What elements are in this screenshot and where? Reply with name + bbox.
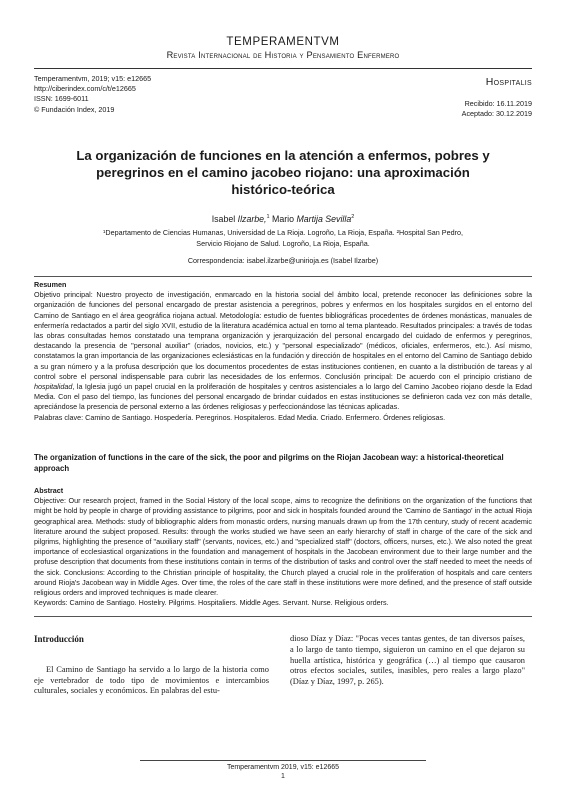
correspondence[interactable]: Correspondencia: isabel.ilzarbe@unirioja.es (Isabel Ilzarbe) <box>187 256 379 265</box>
abstract-heading: Abstract <box>34 486 64 495</box>
author1-last: Ilzarbe, <box>237 214 267 224</box>
resumen-body-italic: hospitalidad <box>34 382 73 392</box>
journal-header <box>0 36 566 60</box>
citation-line: Temperamentvm, 2019; v15: e12665 <box>34 74 152 83</box>
abstract-block <box>34 486 532 608</box>
intro-right-column <box>290 634 525 688</box>
page-footer <box>0 764 566 780</box>
authors-line <box>34 214 532 224</box>
article-url[interactable]: http://ciberindex.com/c/t/e12665 <box>34 84 136 94</box>
section-meta <box>462 74 532 119</box>
received-date: Recibido: 16.11.2019 <box>464 99 532 108</box>
resumen-body-part2: , la Iglesia jugó un papel crucial en la proliferación de hospitales y centros asistenciales a lo largo del Camino Jacobeo riojano desde la Edad Media. Con el paso del tiempo, las funciones del personal encargado de brindar cuidados en estas instituciones se definieron cada vez con más detalle, apreciándose la presencia de personal externo a las órdenes religiosas y perfeccionándose las técnicas aplicadas. <box>34 382 532 412</box>
page-number: 1 <box>281 773 285 780</box>
abstract-keywords: Keywords: Camino de Santiago. Hostelry. Pilgrims. Hospitaliers. Middle Ages. Servant. Nurse. Religious orders. <box>34 598 389 608</box>
header-rule <box>34 68 532 69</box>
intro-right-text: dioso Díaz y Díaz: "Pocas veces tantas gentes, de tan diversos países, a lo largo de tanto tiempo, siguieron un camino en el que dejaron su huella artística, histórica y geográfica (…) al tiempo que causaron otros efectos sociales, sutiles, inasibles, pero reales a largo plazo" (Díaz y Díaz, 1997, p. 265). <box>290 634 525 687</box>
footer-rule <box>140 760 426 761</box>
resumen-block <box>34 280 532 423</box>
article-meta <box>34 74 151 115</box>
intro-heading: Introducción <box>34 634 84 644</box>
resumen-heading: Resumen <box>34 280 67 289</box>
abstract-rule-top <box>34 276 532 277</box>
journal-name: TEMPERAMENTVM <box>226 36 340 48</box>
issn: ISSN: 1699-6011 <box>34 94 89 104</box>
accepted-date: Aceptado: 30.12.2019 <box>461 109 532 118</box>
author1-sup: 1 <box>266 214 270 221</box>
author2-first: Mario <box>269 214 297 224</box>
copyright: © Fundación Index, 2019 <box>34 104 115 114</box>
affiliations: ¹Departamento de Ciencias Humanas, Universidad de La Rioja. Logroño, La Rioja, España. ²Hospital San Pedro, Servicio Riojano de Salud. Logroño, La Rioja, España. <box>103 228 463 248</box>
intro-left-text: El Camino de Santiago ha servido a lo largo de la historia como eje vertebrador de todo tipo de movimientos e intercambios culturales, sociales y económicos. En palabras del estu- <box>34 664 269 696</box>
author2-last: Martija Sevilla <box>296 214 352 224</box>
intro-left-column <box>34 634 269 697</box>
abstract-body: Objective: Our research project, framed in the Social History of the local scope, aims to recognize the definitions on the organization of the functions that might be hold by people in charge of providing assistance to pilgrims, poor and sick in hospitals founded around the 'Camino de Santiago' in the actual Rioja geographical area. Methods: study of bibliographic alders from monastic orders, nursing manuals drawn up from the 17th century, study of recent academic literature around the subject proposed. Results: through the works studied we have seen an early hierarchy of staff in charge of the care of the sick and pilgrims, highlighting the presence of "auxiliary staff" (servants, novices, etc.) and "specialized staff" (doctors, officers, nurses, etc.). We also noted the great importance of ecclesiastical organizations in the foundation and management of hospitals in the Jacobean environment due to their large number and the profuse description that documents from these institutions contain in terms of the distribution of tasks and control over the staff needed to meet the needs of the sick. Conclusions: According to the Christian principle of hospitality, the Church played a crucial role in the proliferation of hospitals and care centers around Rioja's Jacobean way in Middle Ages. Over time, the roles of the care staff in these institutions were more defined, and the presence of staff outside religious orders and improved techniques is made clearer. <box>34 496 532 598</box>
author2-sup: 2 <box>351 214 355 221</box>
resumen-body <box>34 290 532 412</box>
section-label: Hospitalis <box>485 76 532 88</box>
abstract-rule-bottom <box>34 616 532 617</box>
english-title: The organization of functions in the care of the sick, the poor and pilgrims on the Riojan Jacobean way: a historical-theoretical approach <box>34 453 504 473</box>
resumen-keywords: Palabras clave: Camino de Santiago. Hospedería. Peregrinos. Hospitaleros. Edad Media. Criado. Enfermero. Órdenes religiosas. <box>34 412 446 422</box>
article-title: La organización de funciones en la atención a enfermos, pobres y peregrinos en el camino jacobeo riojano: una aproximación histórico-teórica <box>76 148 490 197</box>
author1-first: Isabel <box>211 214 238 224</box>
journal-subtitle: Revista Internacional de Historia y Pensamiento Enfermero <box>166 50 400 60</box>
resumen-body-part1: Objetivo principal: Nuestro proyecto de investigación, enmarcado en la historia social del ámbito local, pretende reconocer las definiciones sobre la organización de funciones del personal encargado de prestar asistencia a peregrinos, pobres y enfermos en los hospitales surgidos en el entorno del Camino de Santiago en el área geográfica riojana actual. Metodología: estudio de fuentes bibliográficas procedentes de órdenes monásticas, manuales de enfermería redactados a partir del siglo XVII, estudio de la literatura académica actual en torno al tema planteado. Resultados principales: a través de todas las obras consultadas hemos constatado una temprana organización y jerarquización del personal encargado del cuidado de enfermos y peregrinos, destacando la presencia de "personal auxiliar" (criados, novicios, etc.) y "personal especializado" (médicos, oficiales, enfermeros, etc.). Así mismo, constatamos la gran importancia de las organizaciones eclesiásticas en la fundación y dirección de hospitales en el entorno del Camino de Santiago debido a su gran número y a la profusa descripción que los documentos procedentes de estas instituciones contienen, en cuanto a la distribución de tareas y al control sobre el personal indispensable para cubrir las necesidades de los enfermos. Conclusión principal: De acuerdo con el principio cristiano de <box>34 290 532 381</box>
footer-citation: Temperamentvm 2019, v15: e12665 <box>226 764 340 771</box>
